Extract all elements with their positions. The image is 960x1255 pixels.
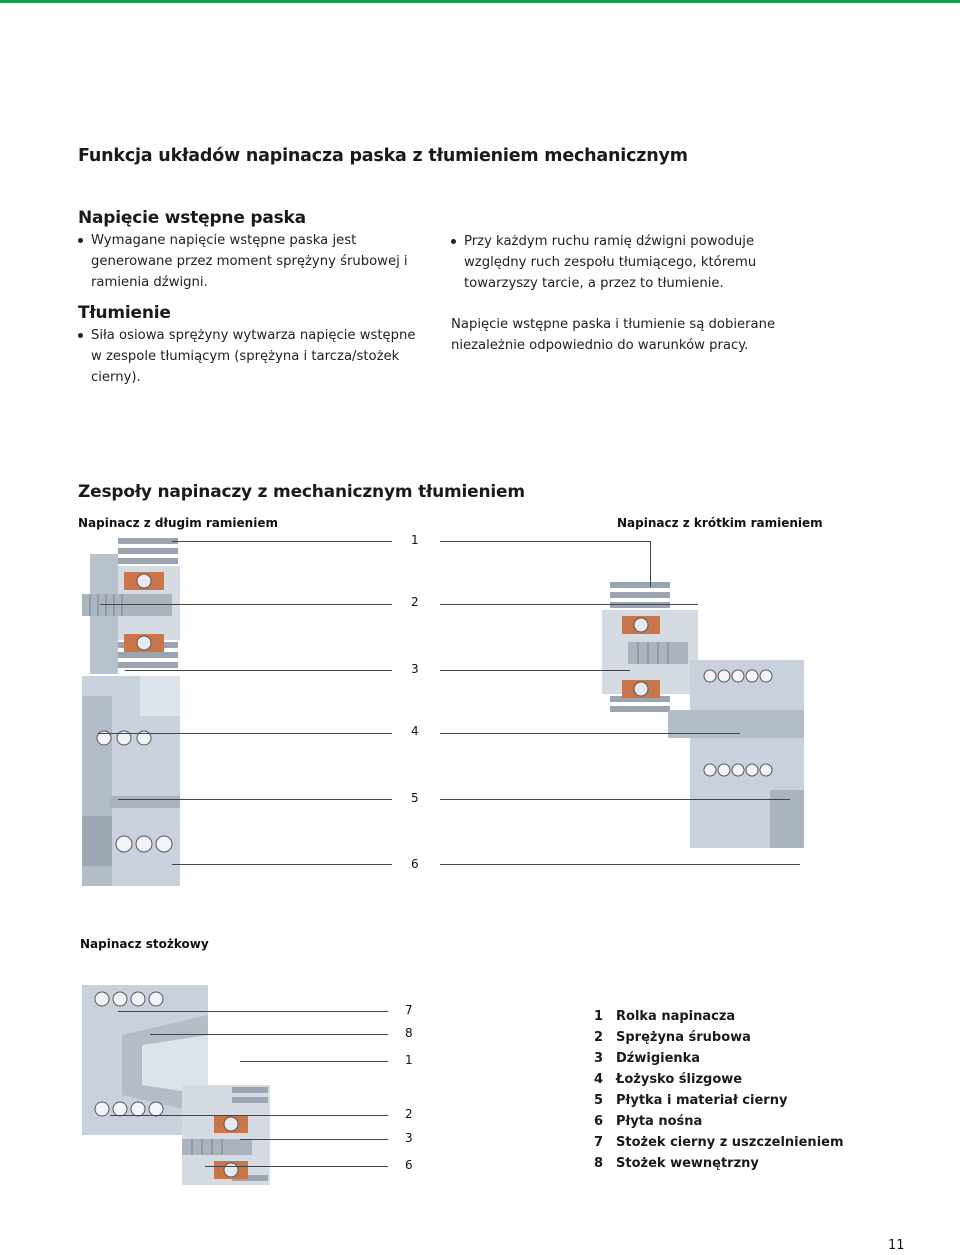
leader-8-bottom <box>150 1034 388 1035</box>
independence-paragraph: Napięcie wstępne paska i tłumienie są dobierane niezależnie odpowiednio do warunków pracy. <box>451 317 776 353</box>
leader-1-right <box>440 541 650 542</box>
callout-2-bottom: 2 <box>405 1107 413 1121</box>
top-accent-bar <box>0 0 960 3</box>
leader-6-bottom <box>205 1166 388 1167</box>
callout-2-top: 2 <box>411 595 419 609</box>
legend-item: 8 Stożek wewnętrzny <box>594 1156 759 1171</box>
callout-6-bottom: 6 <box>405 1158 413 1172</box>
leader-1-left <box>172 541 392 542</box>
long-arm-tensioner-diagram <box>80 536 190 886</box>
leader-7-bottom <box>118 1011 388 1012</box>
left-column <box>78 208 428 388</box>
legend-item: 6 Płyta nośna <box>594 1114 703 1129</box>
leader-4-left <box>98 733 392 734</box>
legend-item: 4 Łożysko ślizgowe <box>594 1072 743 1087</box>
callout-6-top: 6 <box>411 857 419 871</box>
legend <box>594 1009 844 1177</box>
callout-1-bottom: 1 <box>405 1053 413 1067</box>
leader-1-bottom <box>240 1061 388 1062</box>
section-heading: Zespoły napinaczy z mechanicznym tłumieniem <box>78 482 525 502</box>
caption-short-arm: Napinacz z krótkim ramieniem <box>617 516 823 530</box>
leader-1-right-vertical <box>650 541 651 587</box>
legend-item: 1 Rolka napinacza <box>594 1009 736 1024</box>
leader-4-right <box>440 733 740 734</box>
leader-2-right <box>440 604 698 605</box>
damping-heading: Tłumienie <box>78 303 171 323</box>
leader-6-left <box>172 864 392 865</box>
leader-6-right <box>440 864 800 865</box>
damping-bullet: Siła osiowa sprężyny wytwarza napięcie wstępne w zespole tłumiącym (sprężyna i tarcza/stożek cierny). <box>78 325 428 388</box>
legend-item: 5 Płytka i materiał cierny <box>594 1093 788 1108</box>
callout-3-top: 3 <box>411 662 419 676</box>
leader-3-right <box>440 670 630 671</box>
callout-1-top: 1 <box>411 533 419 547</box>
page-number: 11 <box>888 1238 905 1253</box>
callout-7-bottom: 7 <box>405 1003 413 1017</box>
callout-5-top: 5 <box>411 791 419 805</box>
legend-item: 7 Stożek cierny z uszczelnieniem <box>594 1135 844 1150</box>
legend-item: 3 Dźwigienka <box>594 1051 701 1066</box>
preload-heading: Napięcie wstępne paska <box>78 208 306 228</box>
leader-2-left <box>100 604 392 605</box>
short-arm-tensioner-diagram <box>598 580 806 848</box>
page-title: Funkcja układów napinacza paska z tłumieniem mechanicznym <box>78 146 688 166</box>
caption-cone-tensioner: Napinacz stożkowy <box>80 937 209 951</box>
cone-tensioner-diagram <box>82 975 272 1185</box>
right-column <box>451 231 811 356</box>
leader-5-right <box>440 799 790 800</box>
callout-3-bottom: 3 <box>405 1131 413 1145</box>
leader-5-left <box>118 799 392 800</box>
legend-item: 2 Sprężyna śrubowa <box>594 1030 751 1045</box>
leader-3-bottom <box>240 1139 388 1140</box>
callout-8-bottom: 8 <box>405 1026 413 1040</box>
leader-2-bottom <box>110 1115 388 1116</box>
caption-long-arm: Napinacz z długim ramieniem <box>78 516 278 530</box>
friction-bullet: Przy każdym ruchu ramię dźwigni powoduje względny ruch zespołu tłumiącego, któremu towarzyszy tarcie, a przez to tłumienie. <box>451 231 811 294</box>
callout-4-top: 4 <box>411 724 419 738</box>
leader-3-left <box>125 670 392 671</box>
preload-bullet: Wymagane napięcie wstępne paska jest generowane przez moment sprężyny śrubowej i ramienia dźwigni. <box>78 230 428 293</box>
